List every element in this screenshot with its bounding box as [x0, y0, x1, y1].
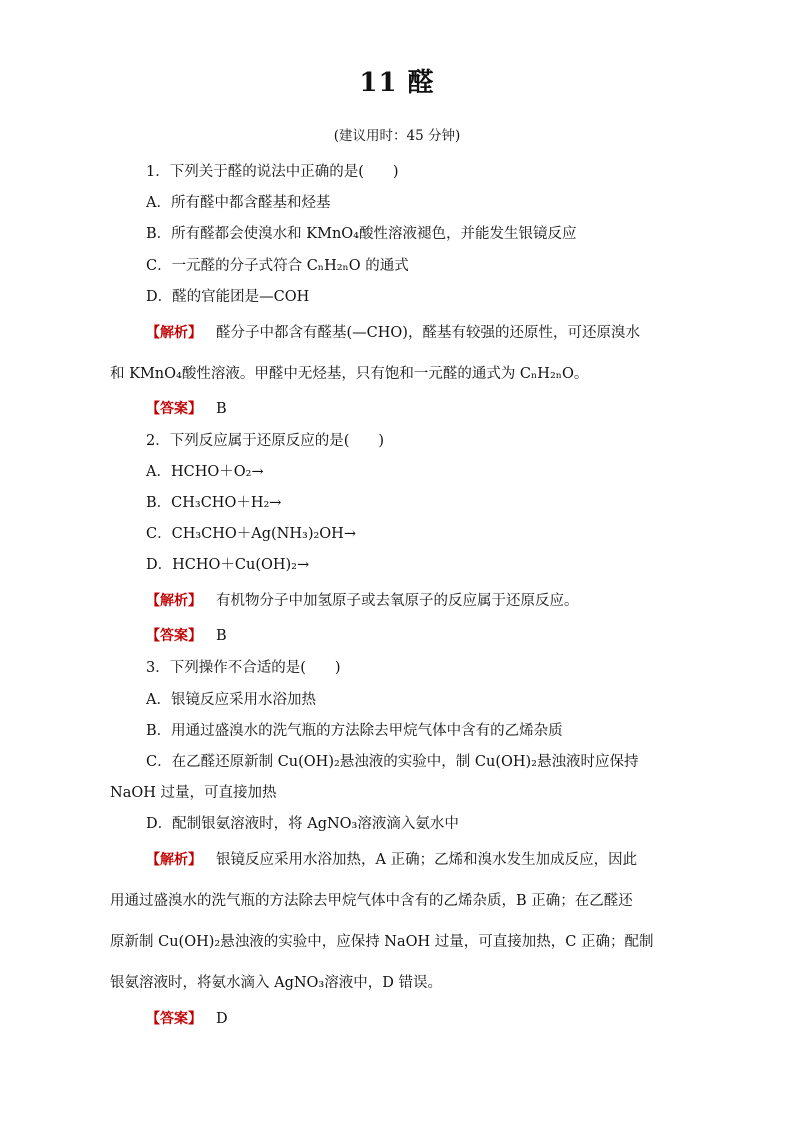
- analysis-line: 银镜反应采用水浴加热，A 正确；乙烯和溴水发生加成反应，因此: [216, 852, 638, 868]
- q3-analysis: [146, 848, 637, 869]
- analysis-label: 【解析】: [146, 593, 202, 609]
- q2-option-b: B．CH₃CHO＋H₂→: [146, 495, 282, 511]
- q1-answer: [146, 398, 227, 418]
- q2-option-d: D．HCHO＋Cu(OH)₂→: [146, 557, 310, 573]
- q3-answer: [146, 1008, 228, 1028]
- answer-label: 【答案】: [146, 401, 202, 417]
- q1-analysis-line-2: 和 KMnO₄酸性溶液。甲醛中无烃基，只有饱和一元醛的通式为 CₙH₂ₙO。: [110, 366, 589, 382]
- analysis-label: 【解析】: [146, 852, 202, 868]
- q3-analysis-line-3: 原新制 Cu(OH)₂悬浊液的实验中，应保持 NaOH 过量，可直接加热，C 正确；配制: [110, 934, 654, 950]
- q1-option-c: C．一元醛的分子式符合 CₙH₂ₙO 的通式: [146, 258, 409, 274]
- q3-stem: 3．下列操作不合适的是( ): [146, 660, 341, 676]
- time-hint: (建议用时：45 分钟): [333, 128, 461, 144]
- q3-analysis-line-2: 用通过盛溴水的洗气瓶的方法除去甲烷气体中含有的乙烯杂质，B 正确；在乙醛还: [110, 893, 633, 909]
- q1-stem: 1．下列关于醛的说法中正确的是( ): [146, 164, 399, 180]
- q1-option-a: A．所有醛中都含醛基和烃基: [146, 195, 331, 211]
- q2-option-c: C．CH₃CHO＋Ag(NH₃)₂OH→: [146, 526, 356, 542]
- answer-label: 【答案】: [146, 1011, 202, 1027]
- q2-analysis: [146, 589, 579, 610]
- q2-stem: 2．下列反应属于还原反应的是( ): [146, 433, 385, 449]
- q3-analysis-line-4: 银氨溶液时，将氨水滴入 AgNO₃溶液中，D 错误。: [110, 975, 442, 991]
- answer-label: 【答案】: [146, 628, 202, 644]
- q1-analysis: [146, 321, 640, 342]
- analysis-line: 醛分子中都含有醛基(—CHO)，醛基有较强的还原性，可还原溴水: [216, 325, 640, 341]
- analysis-line: 有机物分子中加氢原子或去氧原子的反应属于还原反应。: [216, 593, 579, 609]
- analysis-label: 【解析】: [146, 325, 202, 341]
- answer-value: B: [216, 401, 227, 417]
- q3-option-c: C．在乙醛还原新制 Cu(OH)₂悬浊液的实验中，制 Cu(OH)₂悬浊液时应保持: [146, 754, 639, 770]
- q3-option-c-cont: NaOH 过量，可直接加热: [110, 785, 277, 801]
- q2-answer: [146, 625, 227, 645]
- q3-option-a: A．银镜反应采用水浴加热: [146, 692, 316, 708]
- q1-option-b: B．所有醛都会使溴水和 KMnO₄酸性溶液褪色，并能发生银镜反应: [146, 226, 577, 242]
- answer-value: D: [216, 1011, 228, 1027]
- q3-option-b: B．用通过盛溴水的洗气瓶的方法除去甲烷气体中含有的乙烯杂质: [146, 723, 563, 739]
- q3-option-d: D．配制银氨溶液时，将 AgNO₃溶液滴入氨水中: [146, 816, 459, 832]
- q2-option-a: A．HCHO＋O₂→: [146, 464, 264, 480]
- q1-option-d: D．醛的官能团是—COH: [146, 289, 310, 305]
- answer-value: B: [216, 628, 227, 644]
- document-title: 11 醛: [359, 68, 435, 98]
